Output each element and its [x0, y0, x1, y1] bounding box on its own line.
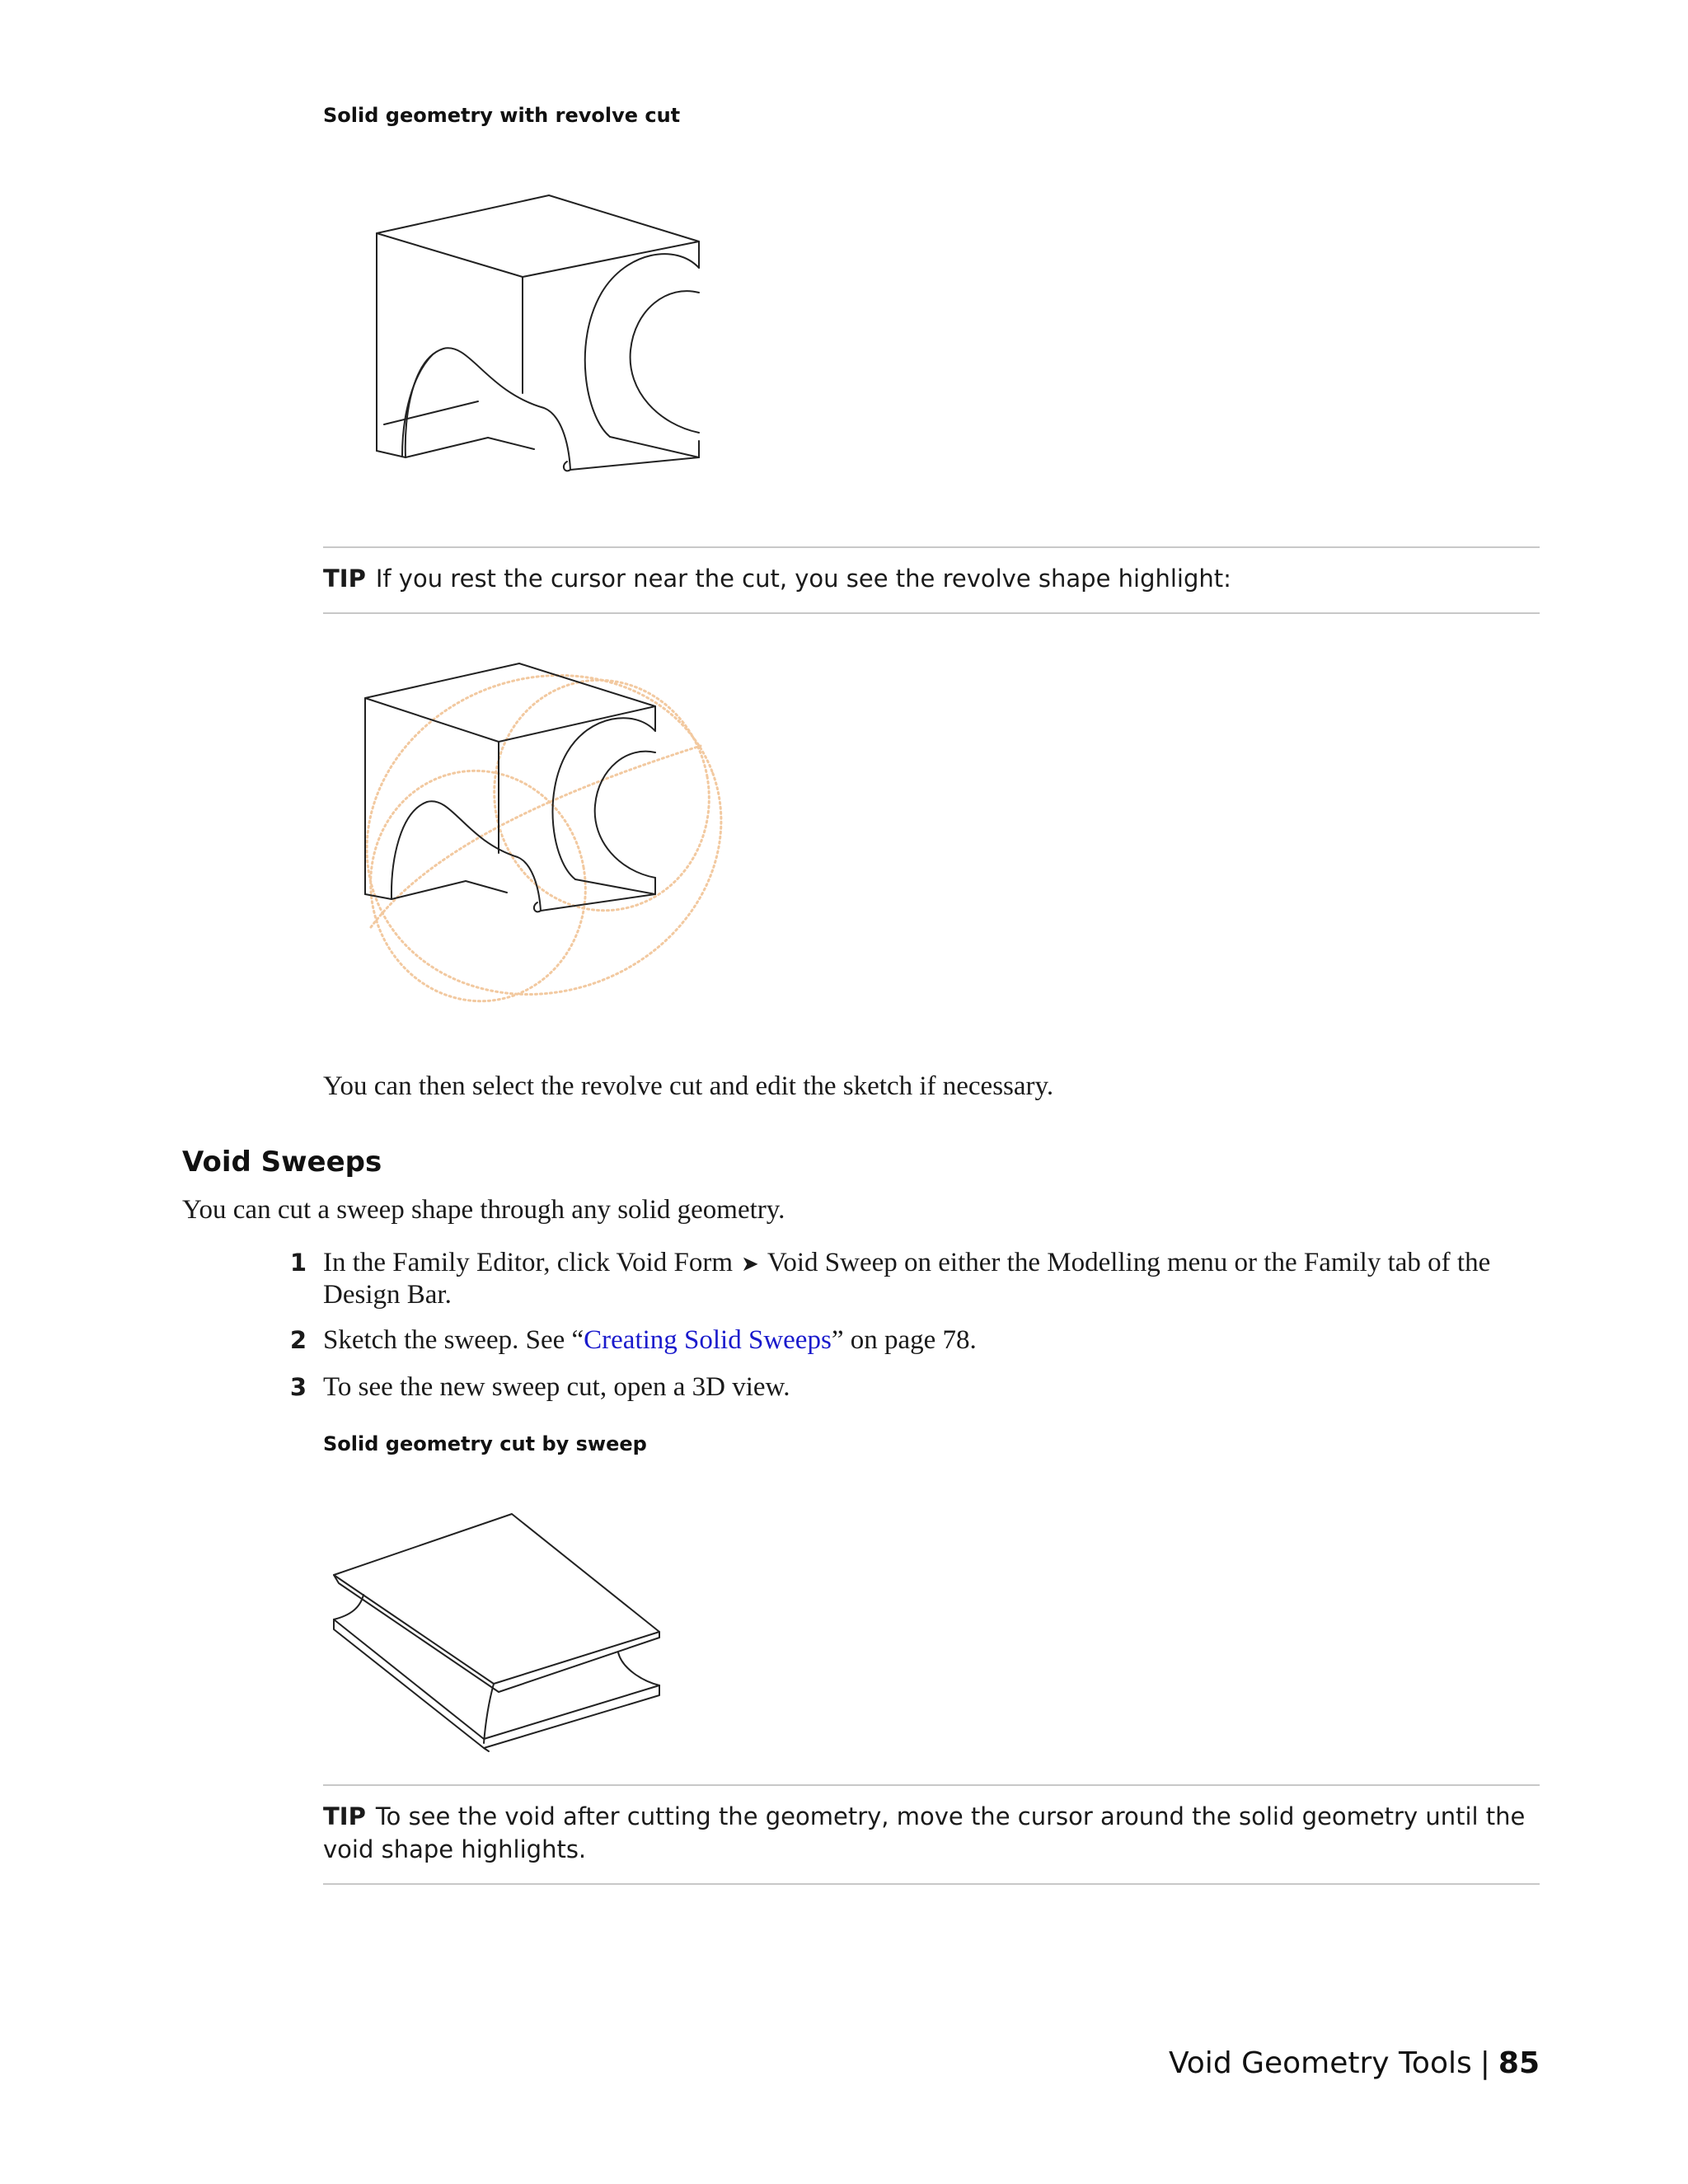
tip1-text: If you rest the cursor near the cut, you see the revolve shape highlight:: [375, 565, 1231, 593]
tip1: [323, 562, 1540, 595]
tip2-text: To see the void after cutting the geometry, move the cursor around the solid geometry until the void shape highlights.: [323, 1802, 1526, 1863]
figure2-revolve-highlight-illustration: [354, 655, 742, 1022]
cube-outline: [377, 195, 699, 457]
revolve-highlight-ellipses: [354, 655, 742, 1022]
creating-solid-sweeps-link[interactable]: Creating Solid Sweeps: [584, 1325, 832, 1355]
tip2-bottom-rule: [323, 1883, 1540, 1885]
tip1-top-rule: [323, 546, 1540, 548]
step-3-text: To see the new sweep cut, open a 3D view.: [323, 1372, 790, 1402]
right-crescent-cut: [564, 254, 699, 471]
cube-outline: [365, 663, 655, 894]
footer-separator: |: [1479, 2046, 1490, 2080]
figure3-caption: Solid geometry cut by sweep: [323, 1432, 647, 1455]
revolve-edit-note: You can then select the revolve cut and edit the sketch if necessary.: [323, 1071, 1054, 1101]
menu-arrow-icon: ➤: [741, 1252, 759, 1277]
step-2-number: 2: [289, 1326, 307, 1354]
step-2-text-after: ” on page 78.: [831, 1325, 977, 1355]
figure1-revolve-cut-illustration: [363, 185, 709, 490]
tip2-top-rule: [323, 1784, 1540, 1786]
sweep-slab-outline: [334, 1514, 659, 1751]
section-heading-void-sweeps: Void Sweeps: [182, 1146, 382, 1179]
right-crescent-cut: [534, 718, 655, 912]
tip2-label: TIP: [323, 1802, 366, 1830]
figure3-sweep-cut-illustration: [326, 1504, 672, 1760]
step-1-number: 1: [289, 1249, 307, 1277]
tip1-bottom-rule: [323, 612, 1540, 614]
step-1-text-before: In the Family Editor, click Void Form: [323, 1248, 734, 1277]
tip1-label: TIP: [323, 565, 366, 593]
tip2: [323, 1800, 1540, 1866]
step-3-number: 3: [289, 1373, 307, 1401]
step-2-text-before: Sketch the sweep. See “: [323, 1325, 584, 1355]
step-1-text-after: Void Sweep on either the Modelling menu or the Family tab of the Design Bar.: [323, 1248, 1491, 1310]
footer-chapter-title: Void Geometry Tools: [1168, 2046, 1472, 2080]
page-footer: [1169, 2046, 1540, 2080]
figure1-caption: Solid geometry with revolve cut: [323, 104, 681, 127]
left-arch-cut: [377, 348, 570, 470]
section-intro: You can cut a sweep shape through any solid geometry.: [182, 1195, 785, 1225]
step-1-text: [323, 1248, 1540, 1310]
step-2-text: [323, 1325, 1540, 1356]
page-number: 85: [1498, 2046, 1540, 2080]
